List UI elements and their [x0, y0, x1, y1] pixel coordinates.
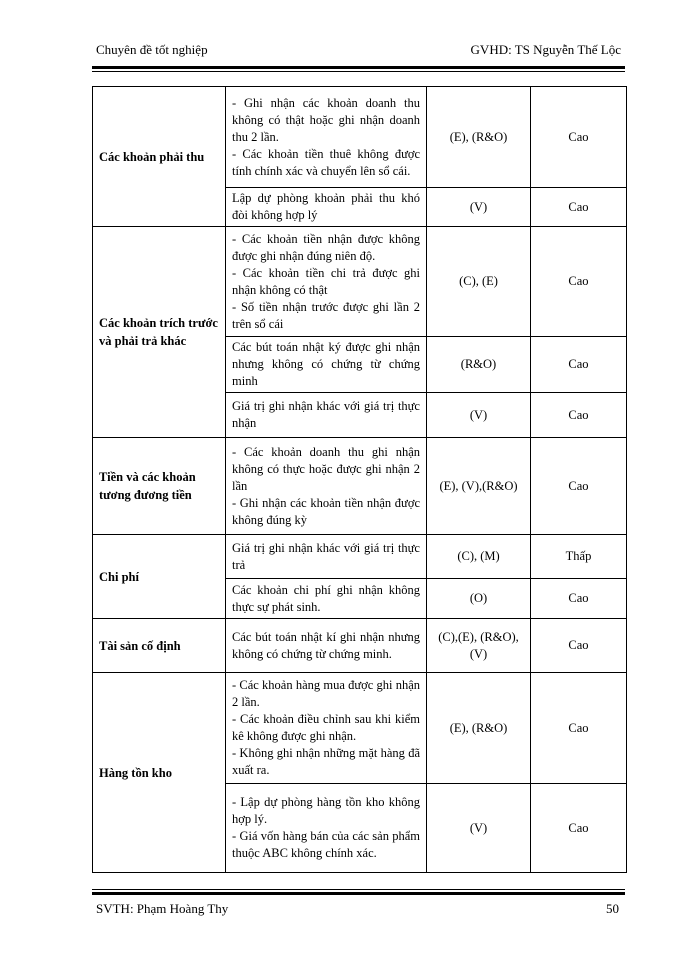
assertion-cell: (V)	[427, 393, 531, 438]
page-footer	[92, 901, 625, 921]
assertion-cell: (V)	[427, 784, 531, 873]
risk-level-cell: Cao	[531, 673, 627, 784]
footer-author: SVTH: Phạm Hoàng Thy	[96, 901, 229, 916]
category-cell: Các khoản trích trước và phải trả khác	[93, 227, 226, 438]
risk-level-cell: Cao	[531, 393, 627, 438]
description-cell	[226, 784, 427, 873]
assertion-cell: (C), (E)	[427, 227, 531, 337]
assertion-cell: (R&O)	[427, 337, 531, 393]
page-number: 50	[606, 901, 619, 916]
header-title: Chuyên đề tốt nghiệp	[96, 42, 208, 57]
description-line: - Các khoản tiền nhận được không được ghi nhận đúng niên độ.	[232, 231, 420, 263]
description-cell	[226, 393, 427, 438]
risk-table-body	[93, 87, 627, 873]
category-cell: Các khoản phải thu	[93, 87, 226, 227]
assertion-cell: (E), (V),(R&O)	[427, 438, 531, 535]
description-line: - Ghi nhận các khoản doanh thu không có thật hoặc ghi nhận doanh thu 2 lần.	[232, 95, 420, 144]
risk-level-cell: Cao	[531, 337, 627, 393]
description-line: - Giá vốn hàng bán của các sản phẩm thuộc ABC không chính xác.	[232, 829, 420, 860]
description-cell	[226, 438, 427, 535]
risk-level-cell: Cao	[531, 188, 627, 227]
description-cell	[226, 337, 427, 393]
risk-level-cell: Cao	[531, 579, 627, 619]
description-line: - Các khoản doanh thu ghi nhận không có thực hoặc được ghi nhận 2 lần	[232, 444, 420, 493]
description-cell	[226, 619, 427, 673]
description-line: Lập dự phòng khoản phải thu khó đòi không hợp lý	[232, 191, 420, 222]
description-cell	[226, 227, 427, 337]
assertion-cell: (E), (R&O)	[427, 87, 531, 188]
description-line: Các bút toán nhật kí ghi nhận nhưng không có chứng từ chứng minh.	[232, 629, 420, 661]
category-cell: Hàng tồn kho	[93, 673, 226, 873]
description-cell	[226, 579, 427, 619]
assertion-cell: (E), (R&O)	[427, 673, 531, 784]
description-line: - Số tiền nhận trước được ghi lần 2 trên sổ cái	[232, 299, 420, 331]
description-line: - Không ghi nhận những mặt hàng đã xuất ra.	[232, 746, 420, 777]
description-line: - Các khoản hàng mua được ghi nhận 2 lần.	[232, 678, 420, 709]
footer-rule-thick	[92, 892, 625, 895]
description-line: - Các khoản điều chỉnh sau khi kiểm kê không được ghi nhận.	[232, 712, 420, 743]
header-rule-thin	[92, 71, 625, 72]
description-cell	[226, 188, 427, 227]
table-row	[93, 87, 627, 188]
assertion-cell: (V)	[427, 188, 531, 227]
header-rule-thick	[92, 66, 625, 69]
footer-rule-thin	[92, 889, 625, 890]
risk-level-cell: Cao	[531, 619, 627, 673]
description-cell	[226, 673, 427, 784]
risk-level-cell: Cao	[531, 227, 627, 337]
risk-level-cell: Cao	[531, 784, 627, 873]
description-line: - Các khoản tiền chi trả được ghi nhận không có thật	[232, 265, 420, 297]
description-cell	[226, 535, 427, 579]
description-line: - Ghi nhận các khoản tiền nhận được không đúng kỳ	[232, 495, 420, 527]
description-line: - Các khoản tiền thuê không được tính chính xác và chuyển lên sổ cái.	[232, 146, 420, 178]
description-line: Giá trị ghi nhận khác với giá trị thực nhận	[232, 399, 420, 430]
table-row	[93, 673, 627, 784]
risk-level-cell: Cao	[531, 438, 627, 535]
risk-level-cell: Cao	[531, 87, 627, 188]
category-cell: Tiền và các khoản tương đương tiền	[93, 438, 226, 535]
description-line: Các bút toán nhật ký được ghi nhận nhưng không có chứng từ chứng minh	[232, 340, 420, 388]
assertion-cell: (C), (M)	[427, 535, 531, 579]
category-cell: Chi phí	[93, 535, 226, 619]
table-row	[93, 227, 627, 337]
risk-level-cell: Thấp	[531, 535, 627, 579]
description-line: - Lập dự phòng hàng tồn kho không hợp lý.	[232, 795, 420, 826]
table-row	[93, 535, 627, 579]
description-cell	[226, 87, 427, 188]
table-row	[93, 438, 627, 535]
description-line: Các khoản chi phí ghi nhận không thực sự phát sinh.	[232, 582, 420, 614]
category-cell: Tài sản cố định	[93, 619, 226, 673]
risk-table	[92, 86, 627, 873]
assertion-cell: (O)	[427, 579, 531, 619]
table-row	[93, 619, 627, 673]
header-advisor: GVHD: TS Nguyễn Thế Lộc	[470, 42, 621, 57]
assertion-cell: (C),(E), (R&O), (V)	[427, 619, 531, 673]
page-header	[92, 40, 625, 60]
description-line: Giá trị ghi nhận khác với giá trị thực trả	[232, 540, 420, 572]
